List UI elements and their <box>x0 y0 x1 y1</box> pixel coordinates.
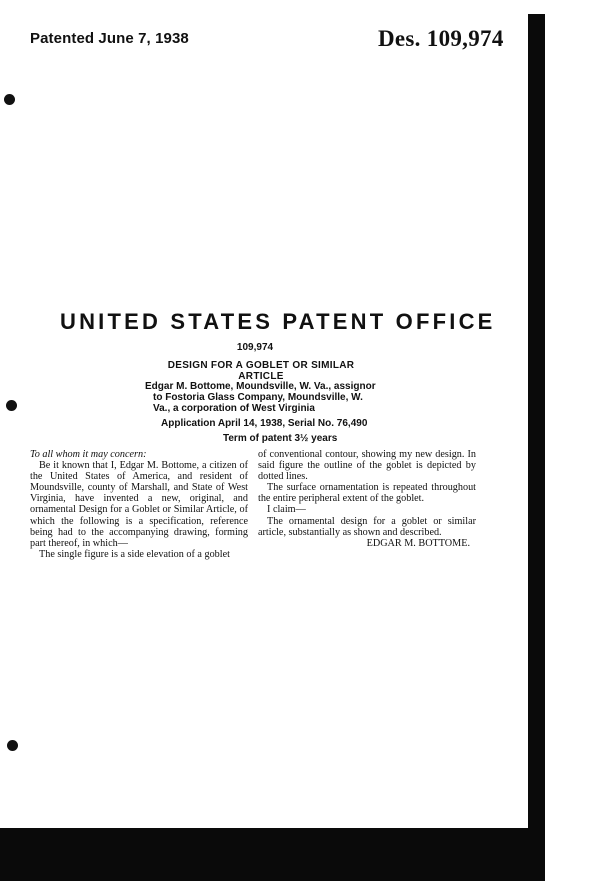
term-line: Term of patent 3½ years <box>223 433 338 444</box>
scan-border-right <box>528 14 545 881</box>
claim-text: The ornamental design for a goblet or similar article, substantially as shown and described. <box>258 515 476 538</box>
inventor-line: to Fostoria Glass Company, Moundsville, W. <box>153 392 363 403</box>
inventor-line: Edgar M. Bottome, Moundsville, W. Va., assignor <box>145 381 376 392</box>
inventor-line: Va., a corporation of West Virginia <box>153 403 315 414</box>
patent-number: 109,974 <box>236 342 274 353</box>
patent-date: Patented June 7, 1938 <box>30 30 189 47</box>
salutation: To all whom it may concern: <box>30 449 147 460</box>
body-paragraph: of conventional contour, showing my new design. In said figure the outline of the goblet is depicted by dotted lines. <box>258 449 476 483</box>
body-column-right <box>258 449 476 549</box>
design-title-line: DESIGN FOR A GOBLET OR SIMILAR <box>167 360 355 371</box>
punch-hole-mark <box>4 94 15 105</box>
application-line: Application April 14, 1938, Serial No. 76,490 <box>161 418 368 429</box>
body-paragraph: The single figure is a side elevation of a goblet <box>39 548 230 560</box>
body-column-left <box>30 449 248 560</box>
inventor-signature: EDGAR M. BOTTOME. <box>366 537 470 549</box>
claim-heading: I claim— <box>267 504 306 516</box>
design-number: Des. 109,974 <box>378 26 504 51</box>
inventor-assignor-block <box>145 381 395 414</box>
scan-border-bottom <box>0 828 545 881</box>
body-paragraph: The surface ornamentation is repeated throughout the entire peripheral extent of the goblet. <box>258 482 476 505</box>
body-paragraph: Be it known that I, Edgar M. Bottome, a citizen of the United States of America, and resident of Moundsville, county of Marshall, and State of West Virginia, have invented a new, original, and ornamental Design for a Goblet or Similar Article, of which the following is a specification, reference being had to the accompanying drawing, forming part thereof, in which— <box>30 460 248 549</box>
office-title: UNITED STATES PATENT OFFICE <box>60 309 496 334</box>
design-title-line: ARTICLE <box>238 371 284 382</box>
punch-hole-mark <box>7 740 18 751</box>
punch-hole-mark <box>6 400 17 411</box>
design-title <box>150 360 372 382</box>
